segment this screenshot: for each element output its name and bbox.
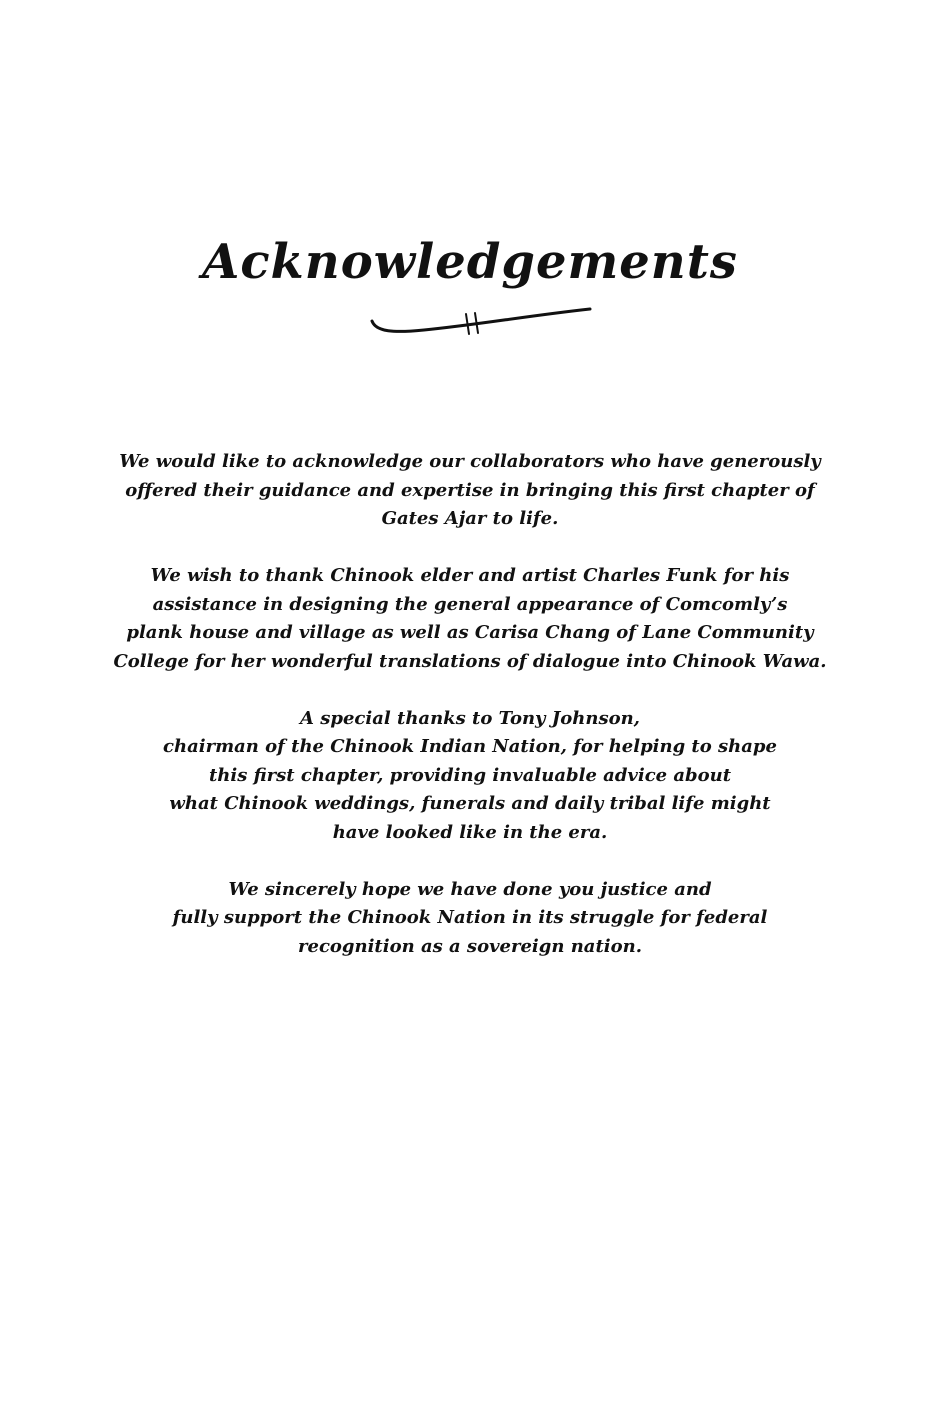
text-line: We would like to acknowledge our collaborators who have generously bbox=[119, 451, 821, 472]
acknowledgements-body bbox=[90, 448, 850, 990]
paragraph-charles-funk bbox=[90, 562, 850, 676]
flourish-divider-icon bbox=[366, 302, 596, 342]
paragraph-collaborators bbox=[90, 448, 850, 534]
text-line: recognition as a sovereign nation. bbox=[298, 935, 642, 957]
text-line: Gates Ajar to life. bbox=[381, 508, 559, 529]
text-line: what Chinook weddings, funerals and daily tribal life might bbox=[169, 793, 771, 814]
text-line: have looked like in the era. bbox=[332, 821, 608, 843]
text-line: We wish to thank Chinook elder and artist Charles Funk for his bbox=[150, 565, 790, 586]
text-line: fully support the Chinook Nation in its struggle for federal bbox=[172, 907, 768, 928]
text-line: A special thanks to Tony Johnson, bbox=[300, 707, 640, 729]
paragraph-chinook-nation bbox=[90, 876, 850, 962]
text-line: assistance in designing the general appearance of Comcomly’s bbox=[152, 593, 788, 615]
text-line: College for her wonderful translations of dialogue into Chinook Wawa. bbox=[113, 650, 827, 672]
text-line: chairman of the Chinook Indian Nation, for helping to shape bbox=[163, 736, 777, 757]
text-line: We sincerely hope we have done you justice and bbox=[228, 878, 712, 900]
text-line: offered their guidance and expertise in bringing this first chapter of bbox=[125, 479, 815, 501]
page-title: Acknowledgements bbox=[202, 234, 738, 290]
paragraph-tony-johnson bbox=[90, 705, 850, 848]
text-line: plank house and village as well as Carisa Chang of Lane Community bbox=[126, 622, 814, 643]
text-line: this first chapter, providing invaluable advice about bbox=[208, 764, 732, 786]
